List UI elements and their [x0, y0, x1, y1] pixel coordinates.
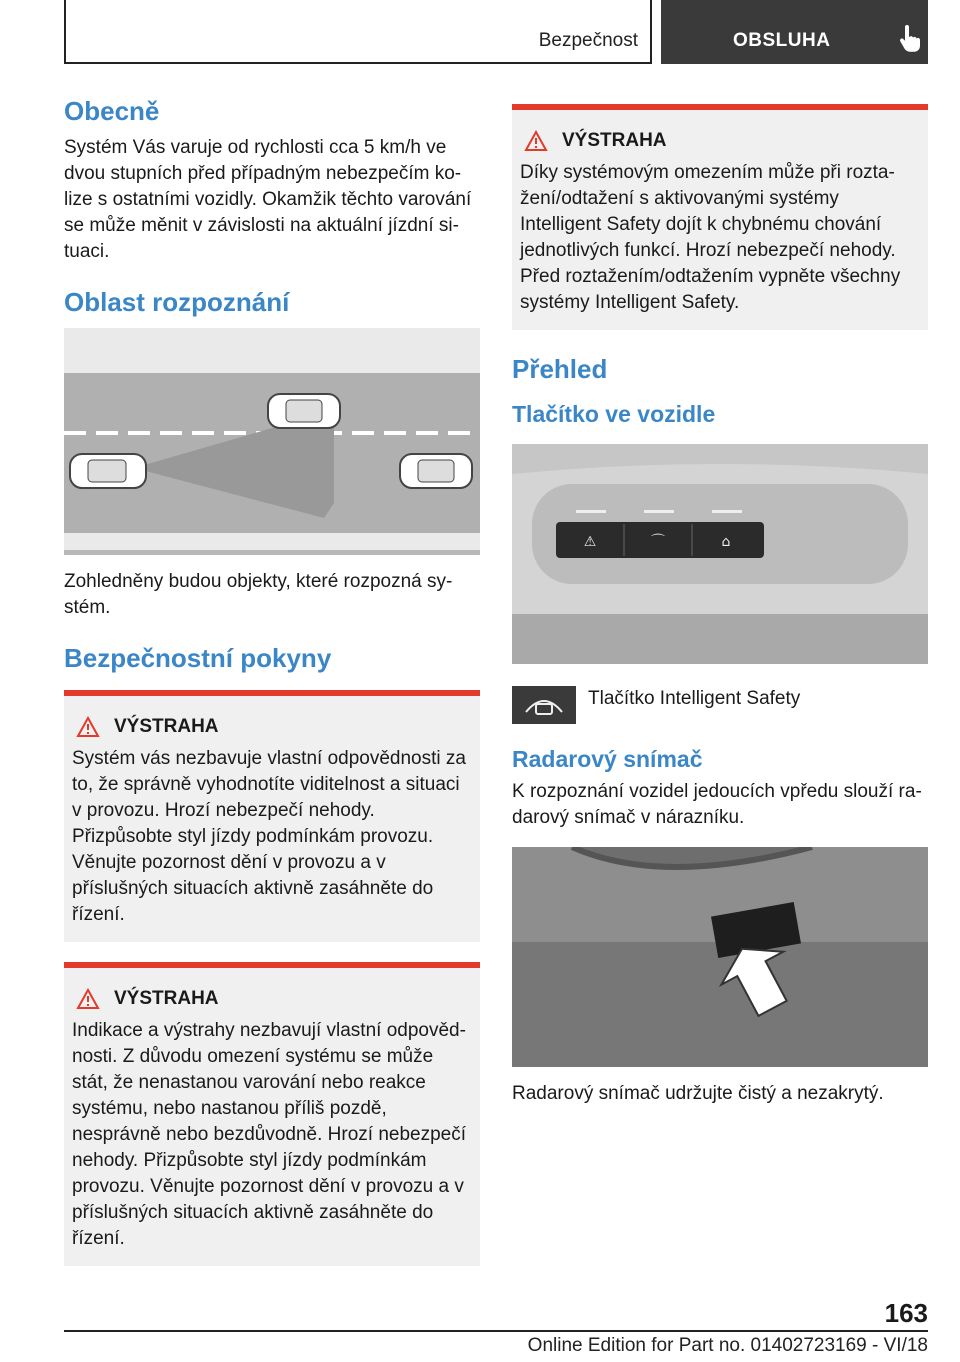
- header-chapter-title: OBSLUHA: [733, 30, 831, 51]
- warning-title: VÝSTRAHA: [114, 716, 219, 737]
- page-number: 163: [884, 1298, 928, 1328]
- radar-sensor-graphic: [512, 847, 928, 1067]
- caption-radar: Radarový snímač udržujte čistý a nezakrytý.: [512, 1083, 884, 1104]
- warning-title: VÝSTRAHA: [562, 130, 667, 151]
- paragraph-general: Systém Vás varuje od rychlosti cca 5 km/h ve dvou stupních před případným nebezpečím kolize s ostatními vozidly. Okamžik těchto varování se může měnit v závislosti na aktuální jízdní situaci.: [64, 137, 472, 262]
- warning-box-2: [64, 962, 480, 1266]
- warning-triangle-icon: [76, 716, 100, 738]
- car-icon: [400, 454, 472, 488]
- button-caption-row: [512, 686, 928, 724]
- car-icon: [70, 454, 146, 488]
- warning-triangle-icon: [76, 988, 100, 1010]
- warning-text: Systém vás nezbavuje vlastní odpovědnosti za to, že správně vyhodnotíte viditelnost a situaci v provozu. Hrozí nebezpečí nehody. Přizpůsobte styl jízdy podmínkám provozu. Věnujte pozornost dění v provozu a v příslušných situacích aktivně zasáhněte do řízení.: [72, 748, 466, 925]
- warning-triangle-icon: [524, 130, 548, 152]
- button-panel-photo: [512, 444, 928, 664]
- button-caption: Tlačítko Intelligent Safety: [588, 688, 801, 709]
- svg-text:⚠: ⚠: [583, 534, 597, 550]
- paragraph-radar: K rozpoznání vozidel jedoucích vpředu slouží radarový snímač v nárazníku.: [512, 781, 922, 828]
- caption-detection-area: Zohledněny budou objekty, které rozpozná systém.: [64, 571, 453, 618]
- heading-radar-sensor: Radarový snímač: [512, 746, 703, 772]
- heading-detection-area: Oblast rozpoznání: [64, 287, 290, 317]
- header-section-title: Bezpečnost: [538, 30, 638, 51]
- left-column: [64, 96, 480, 1266]
- warning-text: Indikace a výstrahy nezbavují vlastní odpovědnosti. Z důvodu omezení systému se může stát, že nenastanou varování nebo reakce systému, nebo nastanou příliš pozdě, nesprávně nebo bezdůvodně. Hrozí nebezpečí nehody. Přizpůsobte styl jízdy podmínkám provozu. Věnujte pozornost dění v provozu a v příslušných situacích aktivně zasáhněte do řízení.: [72, 1020, 466, 1249]
- detection-area-graphic: [64, 328, 480, 550]
- footer-edition: Online Edition for Part no. 01402723169 - VI/18: [527, 1335, 928, 1356]
- warning-text: Díky systémovým omezením může při roztažení/odtažení s aktivovanými systémy Intelligent Safety dojít k chybnému chování jednotlivých funkcí. Hrozí nebezpečí nehody. Před roztažením/odtažením vypněte všechny systémy Intelligent Safety.: [520, 162, 901, 313]
- heading-button-in-vehicle: Tlačítko ve vozidle: [512, 401, 716, 427]
- heading-safety-notes: Bezpečnostní pokyny: [64, 643, 332, 673]
- header-chapter-box: [661, 0, 928, 64]
- detection-area-illustration: [64, 328, 480, 555]
- header-section-box: [64, 0, 652, 64]
- intelligent-safety-button-icon: [512, 686, 576, 724]
- radar-sensor-photo: [512, 847, 928, 1067]
- svg-text:⌒: ⌒: [651, 534, 665, 550]
- warning-box-1: [64, 690, 480, 942]
- warning-box-3: [512, 104, 928, 330]
- button-panel-graphic: [512, 444, 928, 664]
- car-icon: [268, 394, 340, 428]
- heading-general: Obecně: [64, 96, 160, 126]
- right-column: [512, 104, 928, 1107]
- page-header: [64, 0, 928, 64]
- hand-pointer-icon: [899, 25, 921, 53]
- heading-overview: Přehled: [512, 354, 608, 384]
- footer-rule: [64, 1330, 928, 1332]
- svg-text:⌂: ⌂: [721, 534, 731, 550]
- warning-title: VÝSTRAHA: [114, 988, 219, 1009]
